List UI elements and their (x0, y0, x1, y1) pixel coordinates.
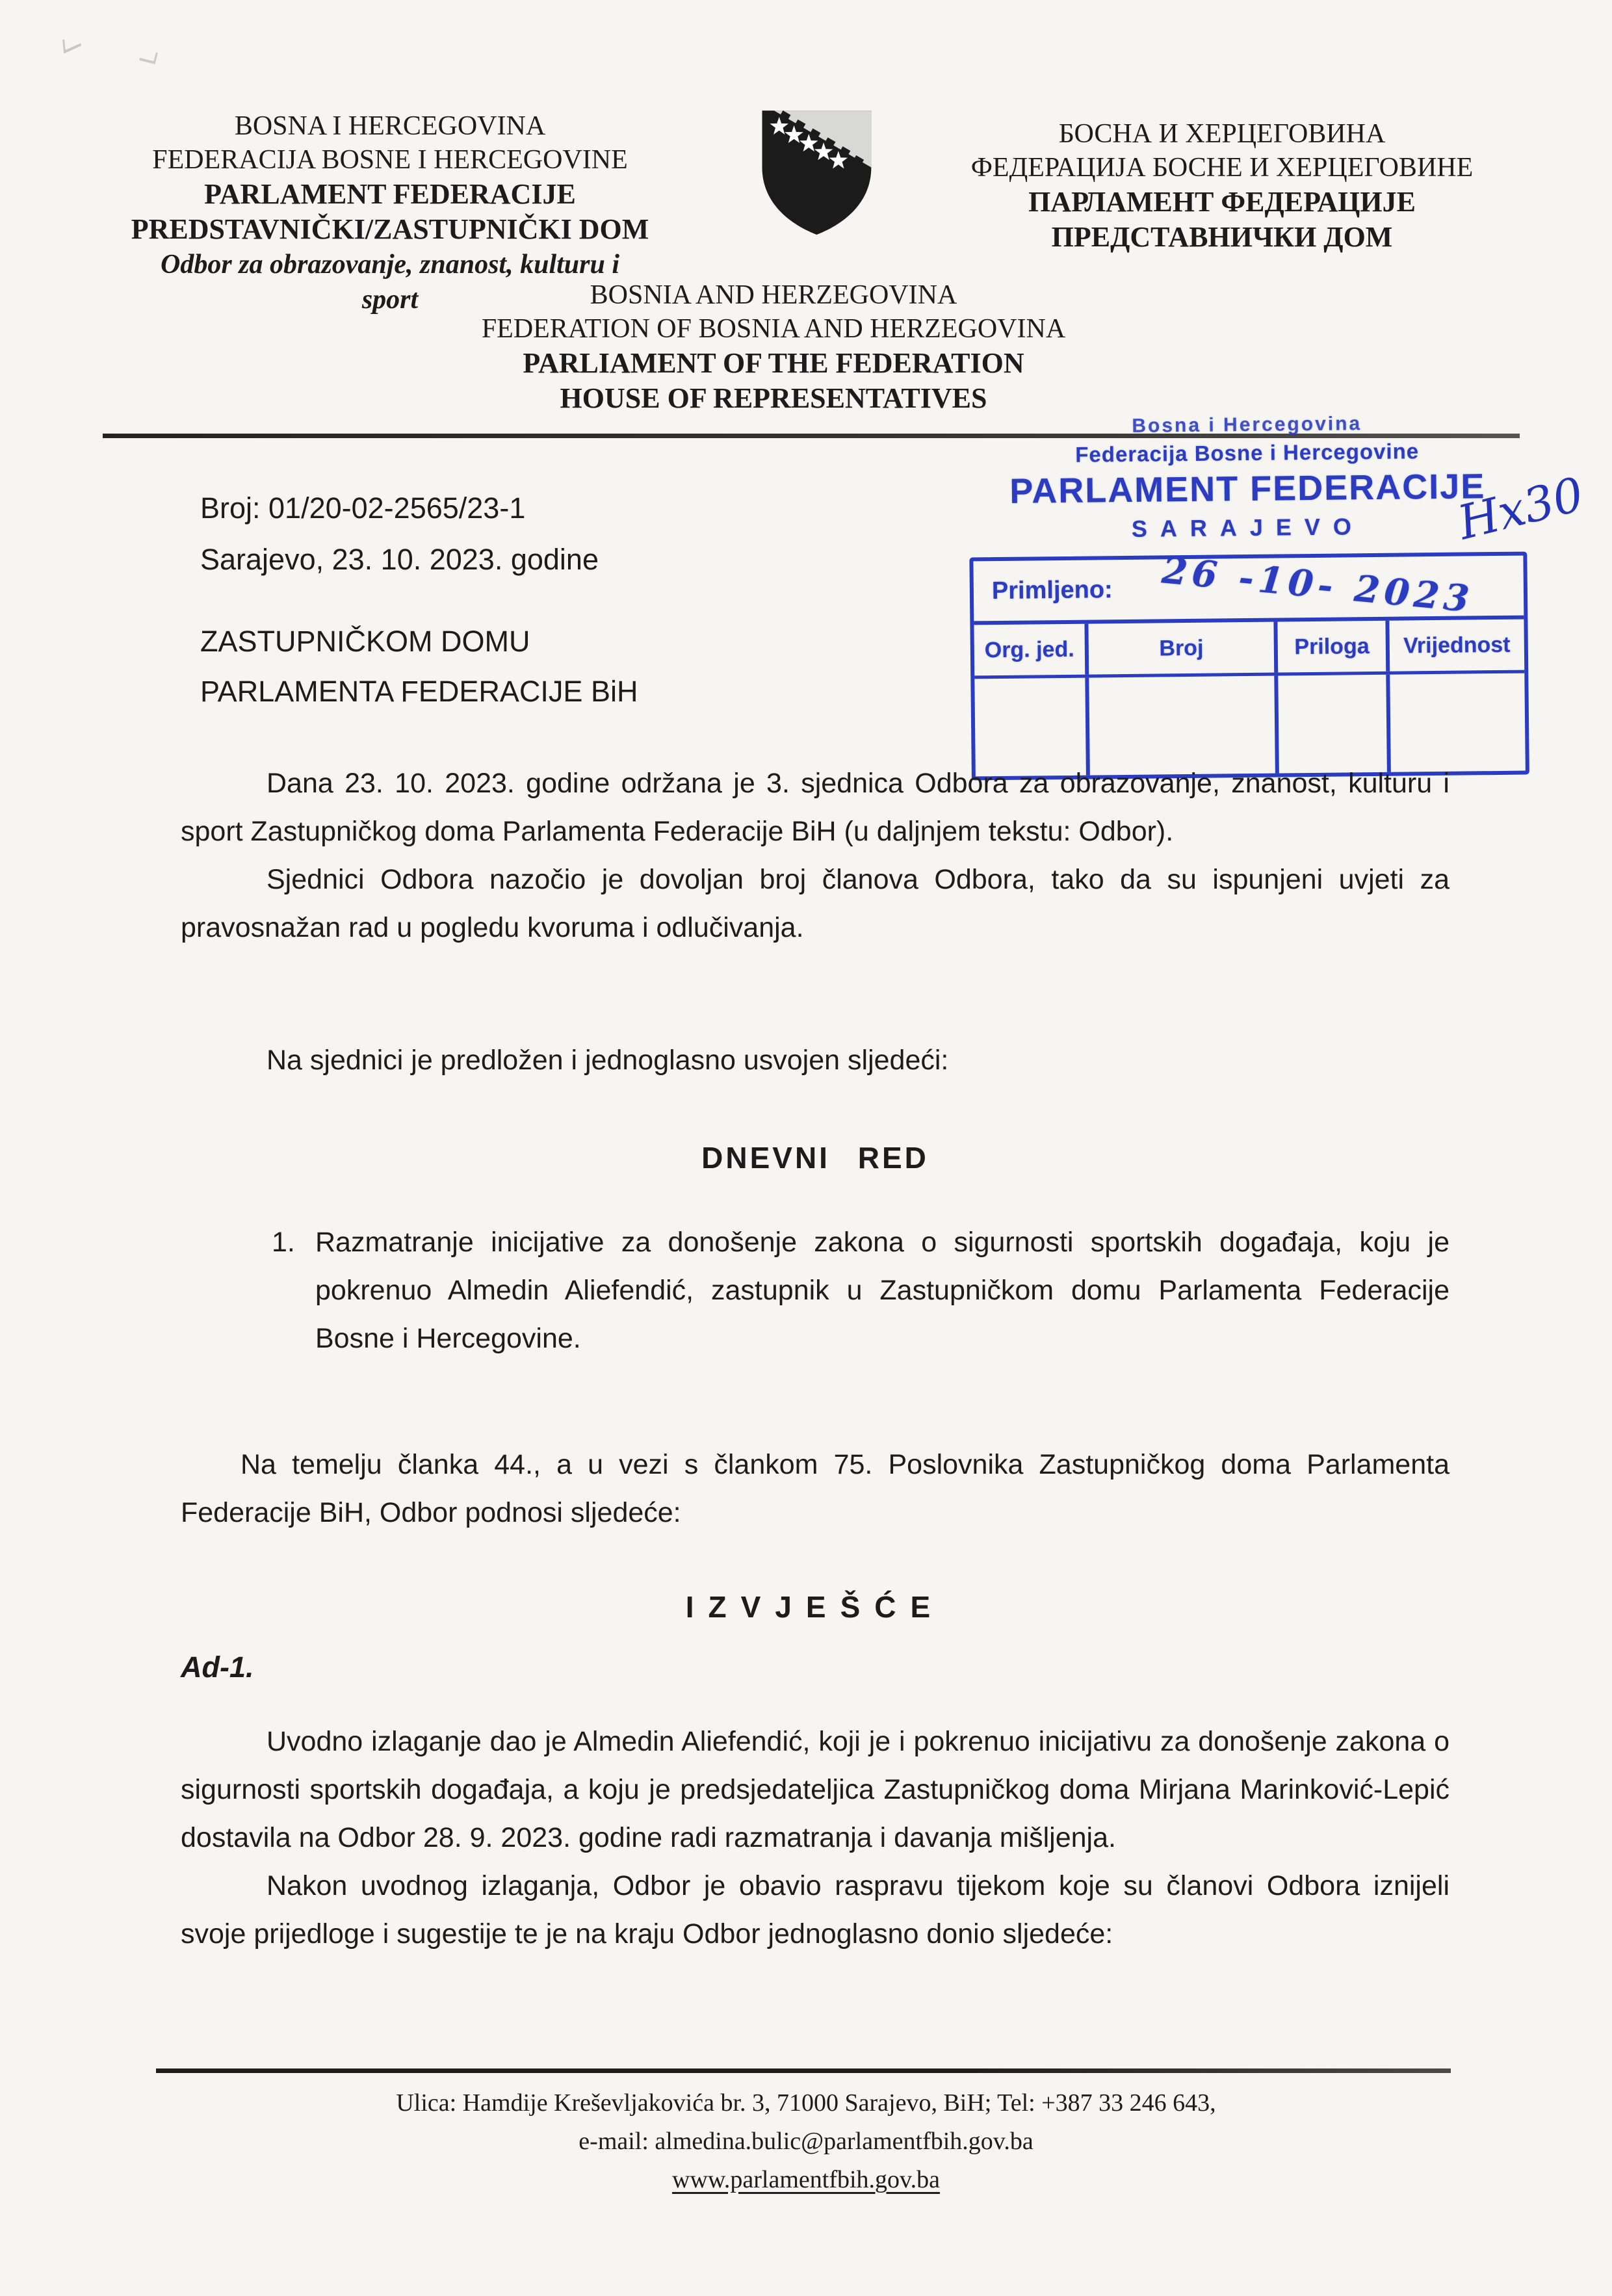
letterhead-line: HOUSE OF REPRESENTATIVES (560, 382, 987, 414)
stamp-federation-line: Federacija Bosne i Hercegovine (1075, 439, 1420, 467)
paragraph-discussion: Nakon uvodnog izlaganja, Odbor je obavio raspravu tijekom koje su članovi Odbora iznijeli svoje prijedloge i sugestije te je na kraju Odbor jednoglasno donio sljedeće: (181, 1870, 1450, 1950)
paragraph-quorum: Sjednici Odbora nazočio je dovoljan broj članova Odbora, tako da su ispunjeni uvjeti za pravosnažan rad u pogledu kvoruma i odlučivanja. (181, 864, 1450, 943)
report-heading: IZVJEŠĆE (685, 1590, 945, 1624)
coat-of-arms-icon (740, 98, 889, 242)
handwritten-mark: Hx30 (1452, 466, 1589, 551)
agenda-item (181, 1218, 1450, 1363)
scan-artifact (62, 33, 81, 54)
paragraph-introduction: Uvodno izlaganje dao je Almedin Aliefendić, koji je i pokrenuo inicijativu za donošenje zakona o sigurnosti sportskih događaja, a koju je predsjedateljica Zastupničkog doma Mirjana Marinković-Lepić dostavila na Odbor 28. 9. 2023. godine radi razmatranja i davanja mišljenja. (181, 1726, 1450, 1853)
stamp-parliament-line: PARLAMENT FEDERACIJE (1009, 467, 1486, 511)
stamp-empty-cell (1275, 675, 1387, 774)
document-body (181, 759, 1450, 1958)
paragraph-session-held: Dana 23. 10. 2023. godine održana je 3. sjednica Odbora za obrazovanje, znanost, kulturu i sport Zastupničkog doma Parlamenta Federacije BiH (u daljnjem tekstu: Odbor). (181, 768, 1450, 847)
scan-artifact (139, 49, 158, 64)
stamp-city-line: SARAJEVO (1131, 513, 1365, 542)
stamp-col-broj: Broj (1084, 622, 1274, 675)
committee-name: Odbor za obrazovanje, znanost, kulturu i sport (160, 250, 620, 315)
handwritten-received-date: 26 -10- 2023 (1160, 549, 1476, 621)
letterhead-line: BOSNIA AND HERZEGOVINA (590, 280, 957, 310)
letterhead-english (416, 278, 1131, 416)
paragraph-agenda-adopted: Na sjednici je predložen i jednoglasno usvojen sljedeći: (266, 1045, 949, 1076)
reference-number: Broj: 01/20-02-2565/23-1 (200, 491, 526, 525)
stamp-col-priloga: Priloga (1274, 621, 1386, 673)
letterhead-line: PREDSTAVNIČKI/ZASTUPNIČKI DOM (131, 213, 649, 245)
receipt-stamp (968, 411, 1529, 781)
letterhead-line: ФЕДЕРАЦИЈА БОСНЕ И ХЕРЦЕГОВИНЕ (970, 153, 1474, 183)
coat-of-arms-shield (740, 98, 889, 242)
letterhead-cyrillic (930, 117, 1514, 255)
stamp-col-vrijednost: Vrijednost (1385, 620, 1524, 672)
letterhead-line: PARLIAMENT OF THE FEDERATION (523, 347, 1024, 379)
footer-block (221, 2084, 1391, 2199)
footer-email-line: e-mail: almedina.bulic@parlamentfbih.gov.ba (578, 2128, 1034, 2155)
letterhead-line: ПАРЛАМЕНТ ФЕДЕРАЦИЈЕ (1028, 186, 1416, 218)
agenda-item-text: Razmatranje inicijative za donošenje zakona o sigurnosti sportskih događaja, koju je pokrenuo Almedin Aliefendić, zastupnik u Zastupničkom domu Parlamenta Federacije Bosne i Hercegovine. (315, 1227, 1450, 1354)
footer-website-link: www.parlamentfbih.gov.ba (672, 2166, 940, 2193)
recipient-line: PARLAMENTA FEDERACIJE BiH (200, 675, 638, 708)
reference-block (200, 482, 599, 585)
stamp-col-org-jed: Org. jed. (984, 636, 1074, 662)
place-and-date: Sarajevo, 23. 10. 2023. godine (200, 543, 599, 576)
letterhead-line: FEDERATION OF BOSNIA AND HERZEGOVINA (481, 314, 1066, 344)
letterhead-line: ПРЕДСТАВНИЧКИ ДОМ (1051, 221, 1393, 253)
letterhead-line: PARLAMENT FEDERACIJE (204, 178, 576, 210)
stamp-header-row (974, 620, 1524, 679)
ad-1-label: Ad-1. (181, 1650, 254, 1684)
letterhead-line: БОСНА И ХЕРЦЕГОВИНА (1058, 119, 1386, 149)
agenda-heading: DNEVNI RED (701, 1141, 929, 1175)
stamp-received-label: Primljeno: (991, 575, 1113, 605)
recipient-block (200, 616, 638, 716)
recipient-line: ZASTUPNIČKOM DOMU (200, 625, 530, 658)
agenda-item-number: 1. (272, 1227, 295, 1258)
footer-divider-rule (156, 2068, 1451, 2073)
letterhead-line: FEDERACIJA BOSNE I HERCEGOVINE (152, 145, 628, 175)
stamp-country-line: Bosna i Hercegovina (1132, 413, 1362, 437)
footer-address-line: Ulica: Hamdije Kreševljakovića br. 3, 71000 Sarajevo, BiH; Tel: +387 33 246 643, (396, 2089, 1216, 2117)
letterhead-line: BOSNA I HERCEGOVINA (234, 111, 546, 141)
paragraph-legal-basis: Na temelju članka 44., a u vezi s člankom 75. Poslovnika Zastupničkog doma Parlamenta Federacije BiH, Odbor podnosi sljedeće: (181, 1449, 1450, 1528)
stamp-empty-cell (1386, 673, 1526, 772)
